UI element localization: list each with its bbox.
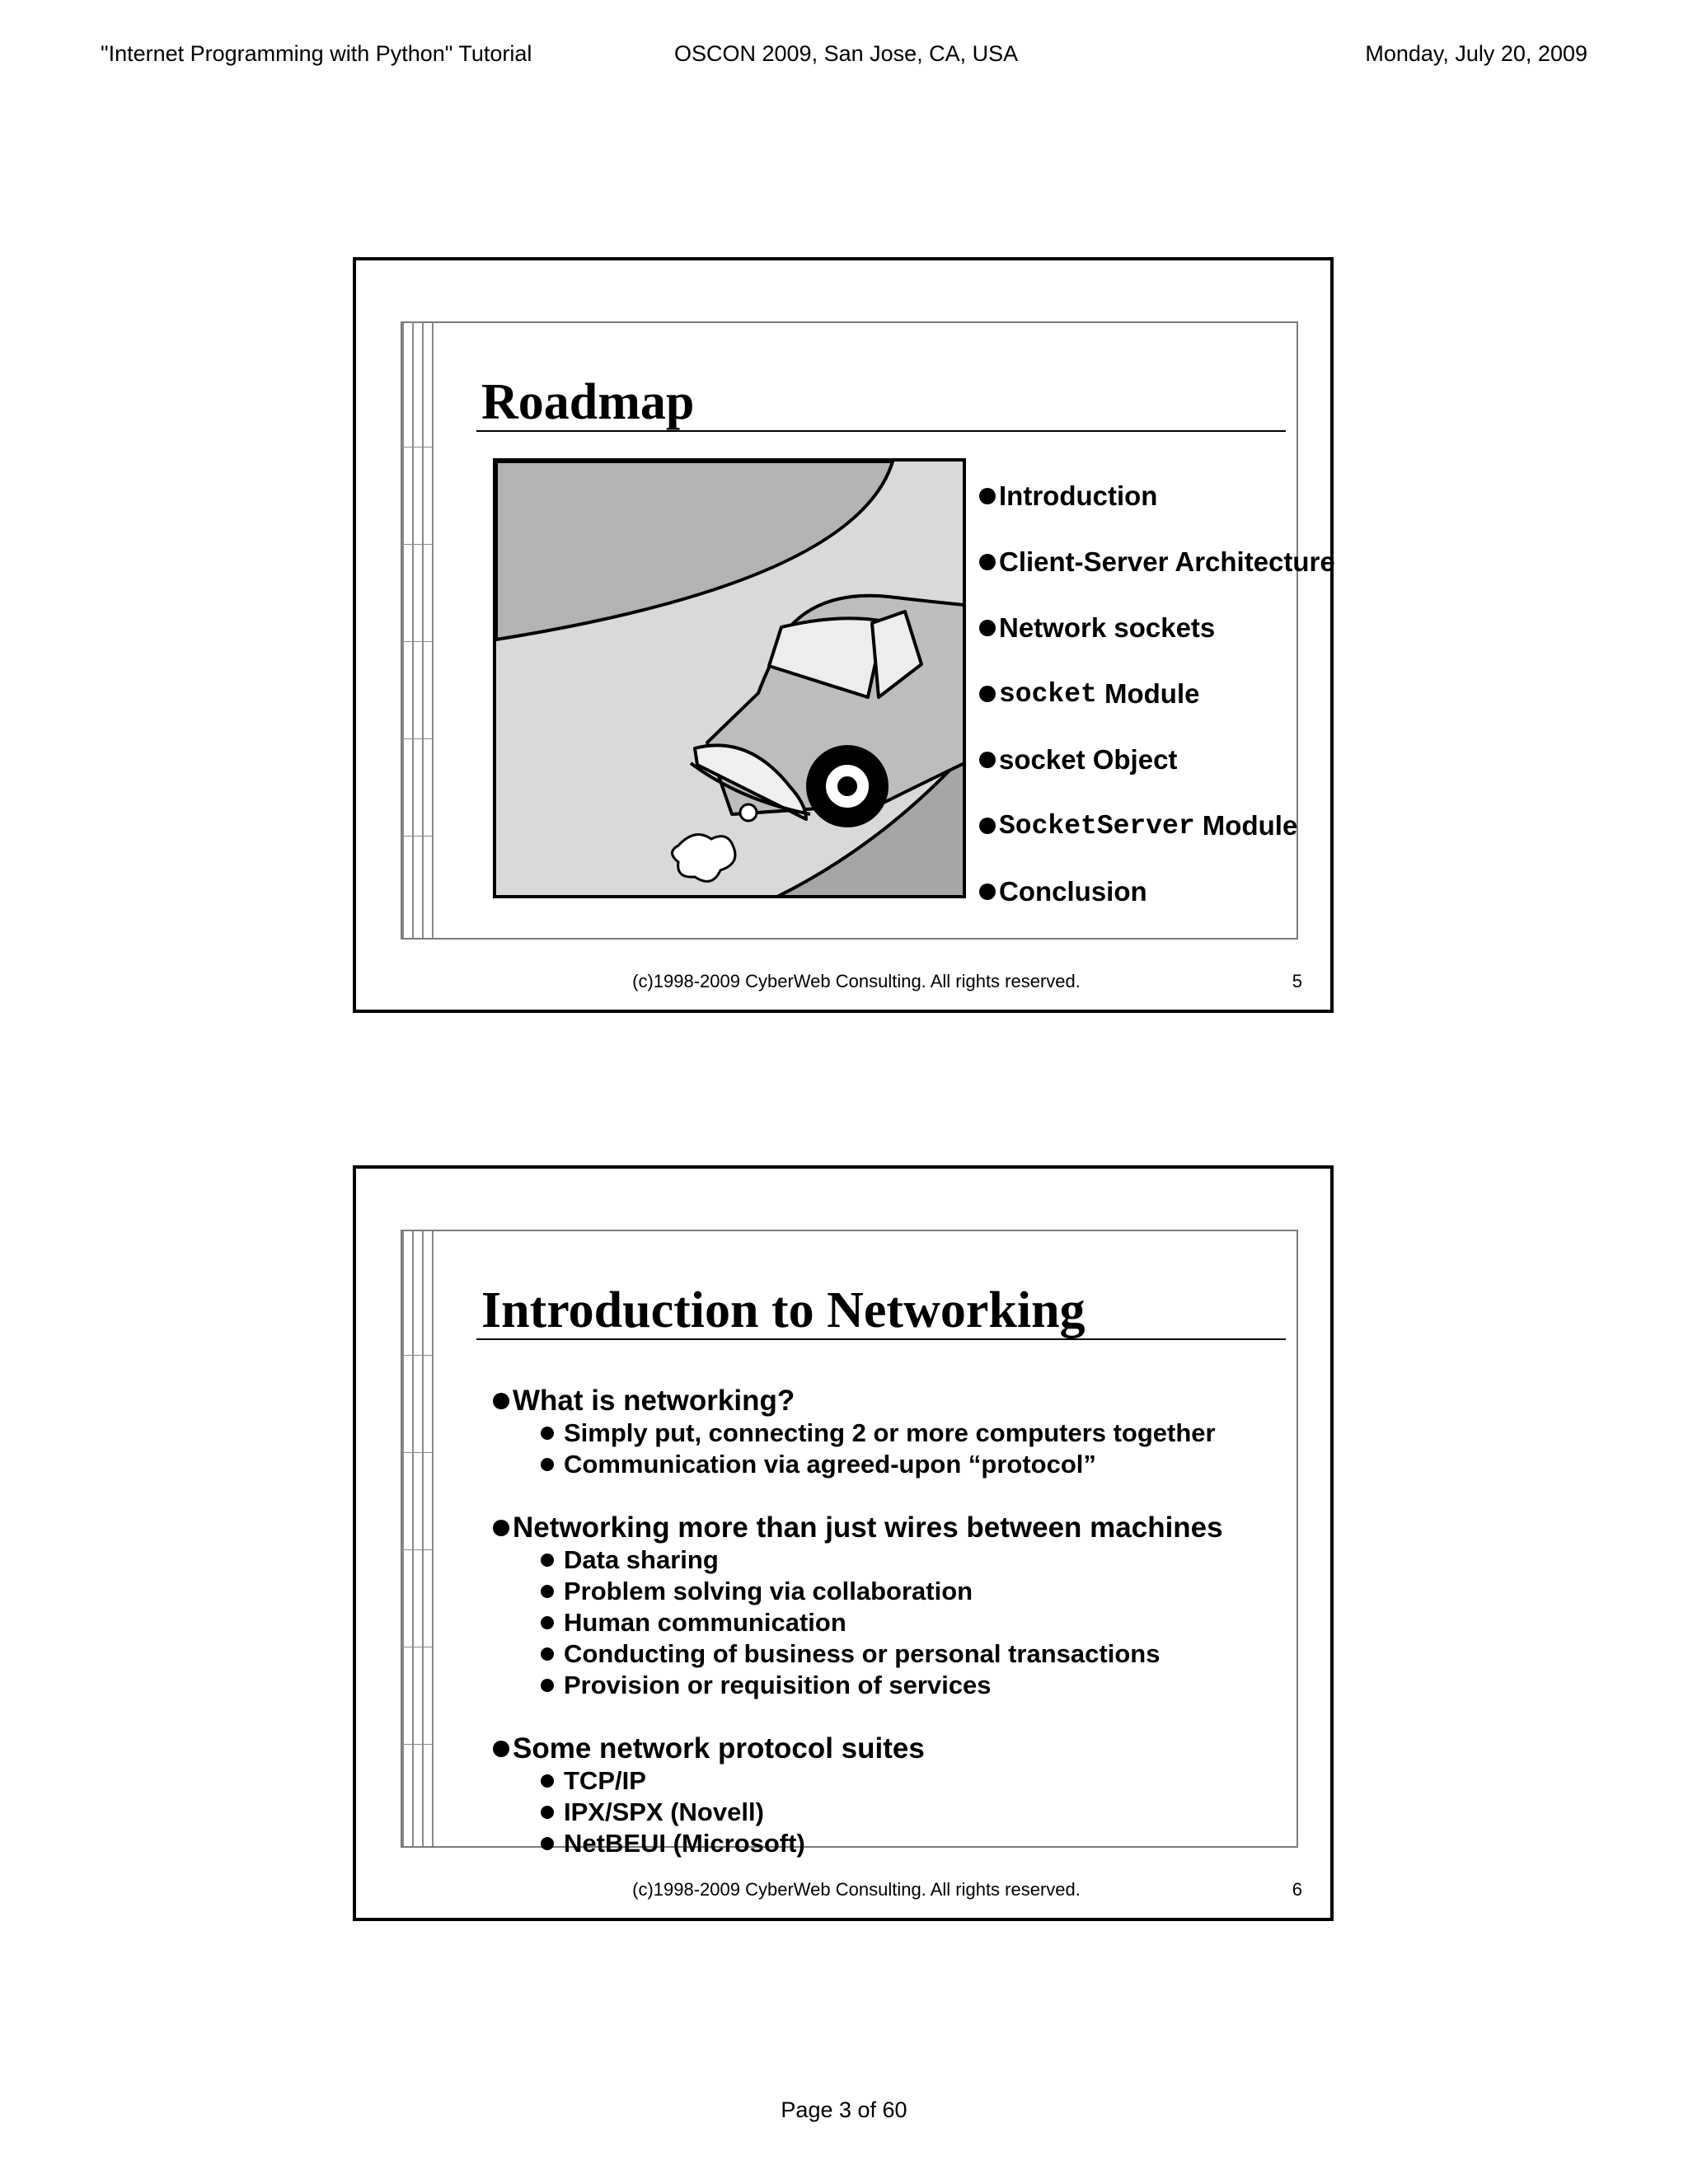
list-item-code: SocketServer [999, 810, 1195, 841]
sub-bullet [541, 1418, 1284, 1449]
sub-bullet [541, 1797, 1284, 1828]
bullet-dot-icon [979, 686, 996, 702]
slide-title: Introduction to Networking [481, 1282, 1085, 1338]
bullet-dot-icon [541, 1427, 554, 1440]
list-item [979, 793, 1335, 859]
sub-bullet-text: Conducting of business or personal transactions [564, 1639, 1160, 1668]
bullet-dot-icon [541, 1585, 554, 1598]
bullet-group [493, 1732, 1284, 1859]
slide-binding-decoration [402, 1231, 440, 1846]
bullet-heading-text: Networking more than just wires between machines [513, 1511, 1223, 1544]
list-item [979, 529, 1335, 595]
list-item-text: Introduction [999, 480, 1158, 511]
slide-title: Roadmap [481, 374, 695, 430]
bullet-dot-icon [541, 1616, 554, 1629]
sub-bullet-text: TCP/IP [564, 1766, 646, 1795]
bullet-group [493, 1511, 1284, 1701]
slide-binding-decoration [402, 323, 440, 938]
list-item-text: socket Object [999, 744, 1178, 775]
sub-bullet [541, 1828, 1284, 1859]
sub-bullet-text: Problem solving via collaboration [564, 1577, 973, 1605]
sub-bullet [541, 1765, 1284, 1797]
sub-bullet-text: Simply put, connecting 2 or more computers together [564, 1418, 1216, 1447]
list-item [979, 727, 1335, 793]
bullet-dot-icon [979, 554, 996, 570]
sub-bullet-text: Data sharing [564, 1545, 719, 1574]
list-item-text: Module [1096, 678, 1200, 709]
bullet-dot-icon [979, 752, 996, 768]
bullet-heading [493, 1511, 1284, 1544]
sub-bullet-text: Human communication [564, 1608, 846, 1637]
bullet-dot-icon [541, 1806, 554, 1819]
car-on-road-illustration [493, 458, 987, 903]
sub-bullet-text: IPX/SPX (Novell) [564, 1797, 764, 1826]
page-number: Page 3 of 60 [781, 2097, 907, 2122]
slide-copyright: (c)1998-2009 CyberWeb Consulting. All rights reserved. [632, 971, 1081, 991]
list-item-text: Conclusion [999, 876, 1147, 907]
slide-introduction-to-networking [353, 1165, 1334, 1921]
list-item [979, 859, 1335, 925]
bullet-group [493, 1385, 1284, 1480]
sub-bullet [541, 1607, 1284, 1638]
bullet-heading-text: What is networking? [513, 1385, 795, 1417]
bullet-dot-icon [541, 1647, 554, 1661]
list-item-code: socket [999, 678, 1097, 710]
bullet-dot-icon [979, 488, 996, 504]
sub-bullet-text: NetBEUI (Microsoft) [564, 1829, 805, 1858]
title-underline [476, 1338, 1286, 1340]
list-item [979, 463, 1335, 529]
slide-number: 6 [1292, 1879, 1302, 1900]
slide-copyright: (c)1998-2009 CyberWeb Consulting. All rights reserved. [632, 1879, 1081, 1900]
sub-bullet [541, 1449, 1284, 1480]
list-item [979, 595, 1335, 661]
list-item-text: Module [1194, 810, 1298, 841]
bullet-dot-icon [541, 1837, 554, 1850]
bullet-dot-icon [493, 1741, 509, 1757]
sub-bullet [541, 1576, 1284, 1607]
bullet-dot-icon [541, 1679, 554, 1692]
bullet-dot-icon [541, 1458, 554, 1471]
bullet-dot-icon [979, 818, 996, 834]
sub-bullet-text: Communication via agreed-upon “protocol” [564, 1450, 1096, 1479]
sub-bullet-text: Provision or requisition of services [564, 1671, 992, 1699]
bullet-heading-text: Some network protocol suites [513, 1732, 925, 1765]
list-item [979, 661, 1335, 727]
bullet-dot-icon [541, 1554, 554, 1567]
sub-bullet [541, 1638, 1284, 1670]
slide-roadmap [353, 257, 1334, 1013]
header-tutorial-title: "Internet Programming with Python" Tutorial [101, 41, 532, 66]
list-item-text: Network sockets [999, 612, 1216, 643]
bullet-dot-icon [493, 1520, 509, 1536]
title-underline [476, 430, 1286, 432]
bullet-dot-icon [541, 1774, 554, 1788]
slide-inner-frame [401, 1230, 1298, 1858]
bullet-heading [493, 1732, 1284, 1765]
slide-number: 5 [1292, 971, 1302, 991]
header-conference: OSCON 2009, San Jose, CA, USA [674, 41, 1019, 66]
header-date: Monday, July 20, 2009 [1365, 41, 1587, 66]
list-item-text: Client-Server Architecture [999, 546, 1335, 577]
roadmap-list [979, 463, 1335, 925]
bullet-dot-icon [493, 1393, 509, 1409]
slide-inner-frame [401, 321, 1335, 940]
sub-bullet [541, 1670, 1284, 1701]
sub-bullet [541, 1544, 1284, 1576]
bullet-dot-icon [979, 620, 996, 636]
slide-body [493, 1385, 1284, 1859]
bullet-heading [493, 1385, 1284, 1418]
bullet-dot-icon [979, 883, 996, 900]
